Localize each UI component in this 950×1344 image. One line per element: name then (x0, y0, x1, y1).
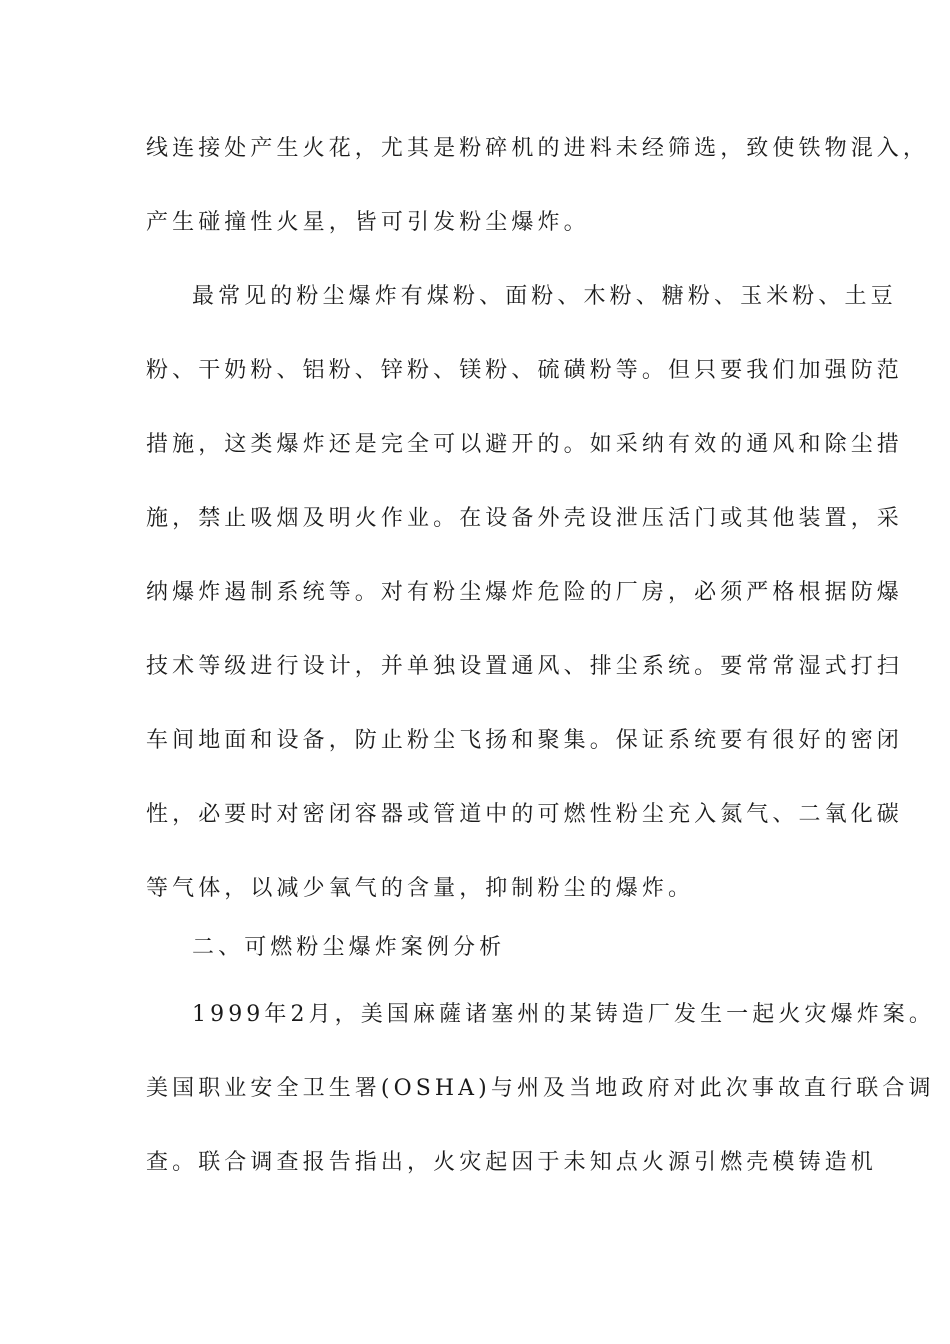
text-line: 线连接处产生火花，尤其是粉碎机的进料未经筛选，致使铁物混入， (146, 136, 930, 161)
text-line: 美国职业安全卫生署(OSHA)与州及当地政府对此次事故直行联合调 (146, 1076, 935, 1101)
section-heading: 二、可燃粉尘爆炸案例分析 (192, 935, 506, 960)
text-line: 纳爆炸遏制系统等。对有粉尘爆炸危险的厂房，必须严格根据防爆 (146, 580, 903, 605)
text-line: 施，禁止吸烟及明火作业。在设备外壳设泄压活门或其他装置，采 (146, 506, 903, 531)
text-line: 查。联合调查报告指出，火灾起因于未知点火源引燃壳模铸造机 (146, 1150, 877, 1175)
paragraph-start-line: 1999年2月，美国麻薩诸塞州的某铸造厂发生一起火灾爆炸案。 (192, 1002, 935, 1027)
text-line: 性，必要时对密闭容器或管道中的可燃性粉尘充入氮气、二氧化碳 (146, 802, 903, 827)
text-line: 车间地面和设备，防止粉尘飞扬和聚集。保证系统要有很好的密闭 (146, 728, 903, 753)
text-line: 粉、干奶粉、铝粉、锌粉、镁粉、硫磺粉等。但只要我们加强防范 (146, 358, 903, 383)
text-line: 技术等级进行设计，并单独设置通风、排尘系统。要常常湿式打扫 (146, 654, 903, 679)
paragraph-start-line: 最常见的粉尘爆炸有煤粉、面粉、木粉、糖粉、玉米粉、土豆 (192, 284, 897, 309)
text-line: 措施，这类爆炸还是完全可以避开的。如采纳有效的通风和除尘措 (146, 432, 903, 457)
text-line: 等气体，以减少氧气的含量，抑制粉尘的爆炸。 (146, 876, 695, 901)
text-line: 产生碰撞性火星，皆可引发粉尘爆炸。 (146, 210, 590, 235)
